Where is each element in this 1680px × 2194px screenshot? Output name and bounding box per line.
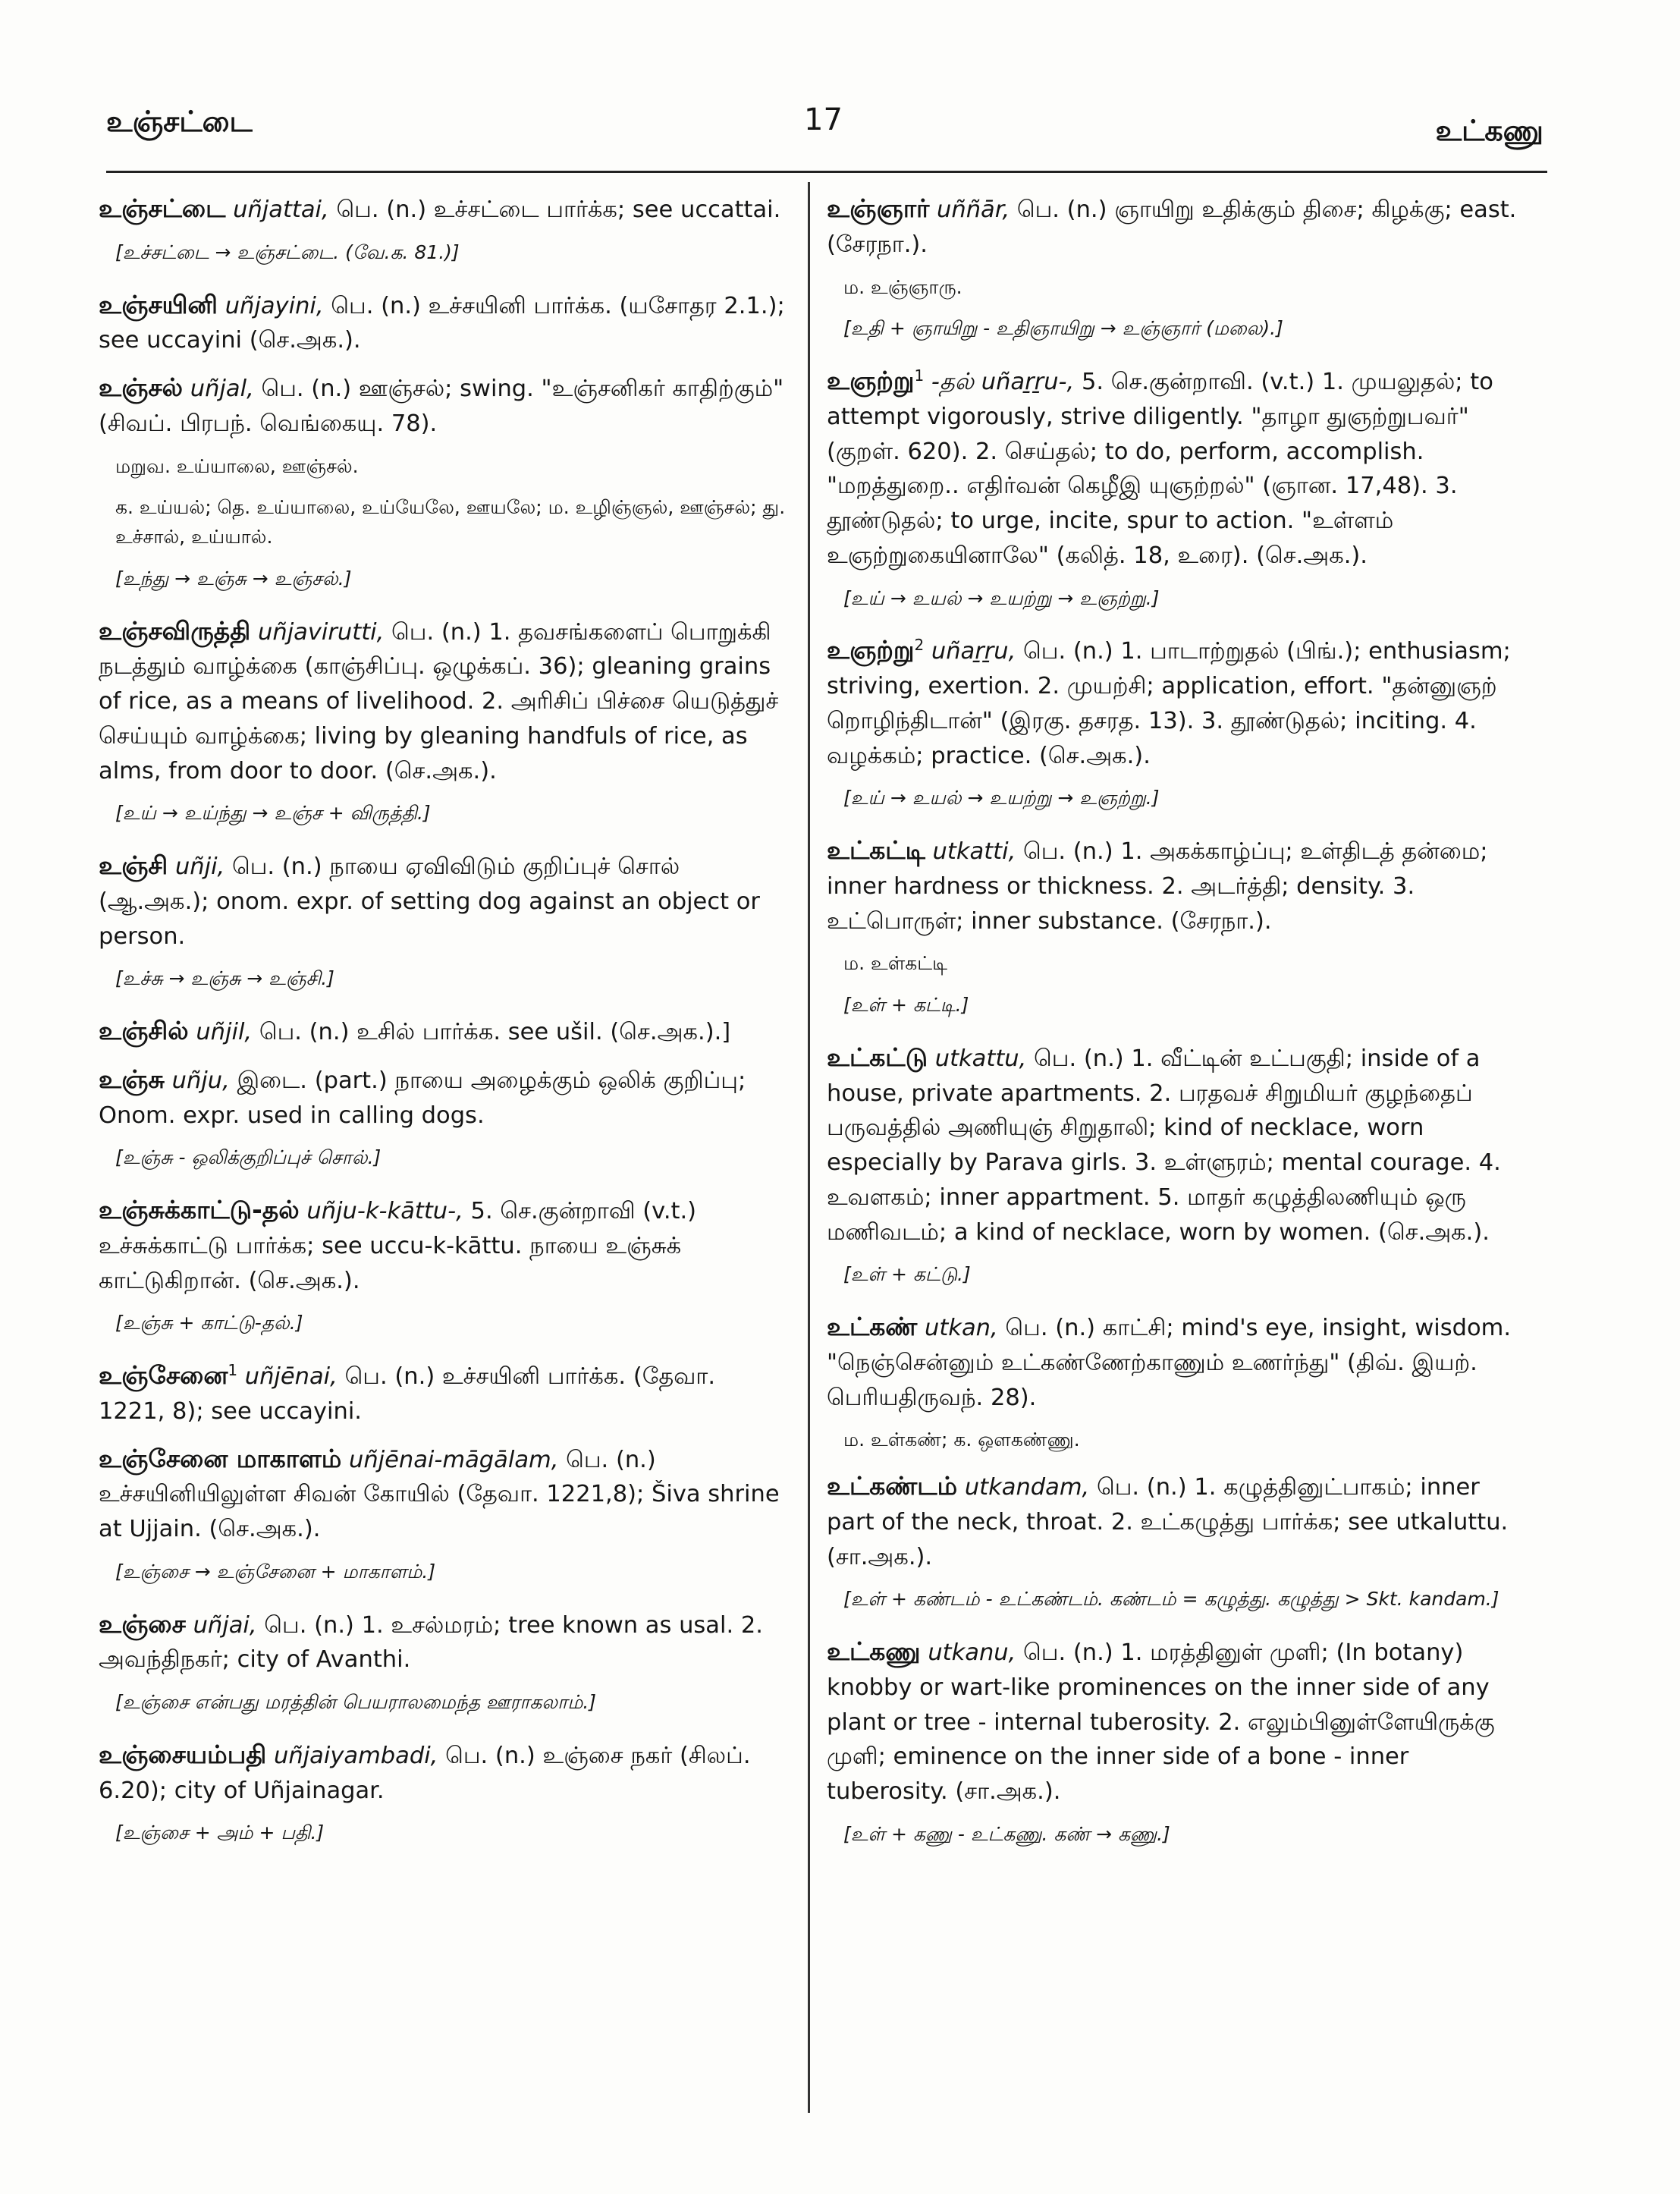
page-number: 17 <box>804 102 843 137</box>
definition: பெ. (n.) உச்சயினி பார்க்க. (யசோதர 2.1.); see uccayini (செ.அக.). <box>99 292 785 354</box>
left-column <box>99 190 789 1866</box>
dictionary-entry <box>99 1356 789 1429</box>
homonym-number: 1 <box>228 1360 238 1379</box>
headword: உஞ்சயினி <box>99 289 218 319</box>
dictionary-entry <box>827 631 1532 773</box>
definition: பெ. (n.) உஞ்சை நகர் (சிலப். 6.20); city of Uñjainagar. <box>99 1742 751 1804</box>
dictionary-entry <box>99 1061 789 1133</box>
transliteration: uñjattai, <box>233 196 329 223</box>
etymology-note: [உச்சு → உஞ்சு → உஞ்சி.] <box>115 967 334 990</box>
definition: பெ. (n.) 1. வீட்டின் உட்பகுதி; inside of a house, private apartments. 2. பரதவச் சிறுமியர் குழந்தைப் பருவத்தில் அணியுஞ் சிறுதாலி; kind of necklace, worn especially by Parava girls. 3. உள்ளுரம்; mental courage. 4. உவளகம்; inner appartment. 5. மாதர் கழுத்திலணியும் ஒரு மணிவடம்; a kind of necklace, worn by women. (செ.அக.). <box>827 1045 1501 1246</box>
transliteration: uññār, <box>937 196 1010 223</box>
etymology-note: [உதி + ஞாயிறு - உதிஞாயிறு → உஞ்ஞார் (மலை).] <box>843 317 1283 340</box>
headword: உஞ்சு <box>99 1064 165 1094</box>
transliteration: uñji, <box>174 853 225 880</box>
transliteration: utkandam, <box>964 1474 1090 1501</box>
etymology-note: [உஞ்சை → உஞ்சேனை + மாகாளம்.] <box>115 1560 436 1583</box>
cognates-note: ம. உஞ்ஞாரு. <box>843 275 962 298</box>
dictionary-entry <box>827 1039 1532 1250</box>
definition: பெ. (n.) உச்சயினி பார்க்க. (தேவா. 1221, 8); see uccayini. <box>99 1363 716 1425</box>
headword: உஞ்சவிருத்தி <box>99 615 251 646</box>
definition: இடை. (part.) நாயை அழைக்கும் ஒலிக் குறிப்பு; Onom. expr. used in calling dogs. <box>99 1067 746 1129</box>
definition: 5. செ.குன்றாவி (v.t.) உச்சுக்காட்டு பார்க்க; see uccu-k-kāttu. நாயை உஞ்சுக் காட்டுகிறான். (செ.அக.). <box>99 1198 697 1294</box>
transliteration: utkattu, <box>934 1045 1027 1072</box>
definition: பெ. (n.) ஞாயிறு உதிக்கும் திசை; கிழக்கு; east. (சேரநா.). <box>827 196 1517 258</box>
headword: உட்கட்டி <box>827 835 925 865</box>
dictionary-entry <box>99 369 789 442</box>
dictionary-entry <box>99 1012 789 1050</box>
definition: பெ. (n.) காட்சி; mind's eye, insight, wisdom. "நெஞ்சென்னும் உட்கண்ணேற்காணும் உணர்ந்து" (திவ். இயற். பெரியதிருவந். 28). <box>827 1315 1512 1411</box>
etymology-note: [உள் + கட்டு.] <box>843 1263 971 1286</box>
headword: உஞற்று <box>827 366 915 395</box>
dictionary-entry <box>827 1308 1532 1415</box>
dictionary-entry <box>827 1633 1532 1809</box>
definition: பெ. (n.) உச்சட்டை பார்க்க; see uccattai. <box>336 196 781 223</box>
dictionary-entry <box>99 847 789 954</box>
definition: பெ. (n.) 1. மரத்தினுள் முளி; (In botany) knobby or wart-like prominences on the inner side of any plant or tree - internal tuberosity. 2. எலும்பினுள்ளேயிருக்கு முளி; eminence on the inner side of a bone - inner tuberosity. (சா.அக.). <box>827 1639 1495 1805</box>
definition: பெ. (n.) 1. உசல்மரம்; tree known as usal. 2. அவந்திநகர்; city of Avanthi. <box>99 1611 763 1674</box>
headword: உட்கண் <box>827 1312 918 1341</box>
headword: உஞ்சி <box>99 850 168 880</box>
page-header <box>0 0 1680 182</box>
headword: உட்கட்டு <box>827 1042 928 1072</box>
dictionary-entry <box>99 612 789 789</box>
headword: உஞ்சுக்காட்டு-தல் <box>99 1195 300 1224</box>
transliteration: uñjayini, <box>225 292 324 319</box>
transliteration: uñjaiyambadi, <box>274 1742 438 1769</box>
dictionary-entry <box>99 190 789 228</box>
headword: உஞ்சையம்பதி <box>99 1739 267 1769</box>
transliteration: uñjai, <box>193 1611 257 1639</box>
guide-word-left: உஞ்சட்டை <box>106 105 253 138</box>
definition: பெ. (n.) 1. அகக்காழ்ப்பு; உள்திடத் தன்மை; inner hardness or thickness. 2. அடர்த்தி; density. 3. உட்பொருள்; inner substance. (சேரநா.). <box>827 838 1488 935</box>
dictionary-entry <box>99 1440 789 1547</box>
cognates-note: மறுவ. உய்யாலை, ஊஞ்சல். <box>115 454 359 477</box>
dictionary-entry <box>827 190 1532 262</box>
guide-word-right: உட்கணு <box>1435 114 1543 147</box>
etymology-note: [உள் + கண்டம் - உட்கண்டம். கண்டம் = கழுத்து. கழுத்து > Skt. kandam.] <box>843 1588 1499 1611</box>
headword: உஞற்று <box>827 635 915 665</box>
right-column <box>827 190 1532 1868</box>
dictionary-entry <box>99 286 789 359</box>
etymology-note: [உஞ்சை + அம் + பதி.] <box>115 1822 325 1844</box>
etymology-note: [உய் → உயல் → உயற்று → உஞற்று.] <box>843 586 1160 609</box>
headword: உஞ்சில் <box>99 1016 189 1045</box>
etymology-note: [உய் → உயல் → உயற்று → உஞற்று.] <box>843 787 1160 809</box>
definition: பெ. (n.) ஊஞ்சல்; swing. "உஞ்சனிகர் காதிற்கும்" (சிவப். பிரபந். வெங்கையு. 78). <box>99 376 784 437</box>
headword: உஞ்ஞார் <box>827 193 930 223</box>
dictionary-entry <box>99 1736 789 1809</box>
definition: பெ. (n.) 1. கழுத்தினுட்பாகம்; inner part of the neck, throat. 2. உட்கழுத்து பார்க்க; see utkaluttu. (சா.அக.). <box>827 1474 1509 1570</box>
definition: பெ. (n.) 1. தவசங்களைப் பொறுக்கி நடத்தும் வாழ்க்கை (காஞ்சிப்பு. ஒழுக்கப். 36); gleaning grains of rice, as a means of livelihood. 2. அரிசிப் பிச்சை யெடுத்துச் செய்யும் வாழ்க்கை; living by gleaning handfuls of rice, as alms, from door to door. (செ.அக.). <box>99 618 779 784</box>
headword: உட்கண்டம் <box>827 1471 958 1501</box>
headword: உஞ்சேனை மாகாளம் <box>99 1443 342 1473</box>
headword: உஞ்சை <box>99 1608 186 1639</box>
transliteration: uñaṟṟu, <box>931 638 1016 665</box>
transliteration: uñjal, <box>190 376 254 402</box>
definition: பெ. (n.) உச்சயினியிலுள்ள சிவன் கோயில் (தேவா. 1221,8); Šiva shrine at Ujjain. (செ.அக.). <box>99 1446 780 1542</box>
etymology-note: [உள் + கட்டி.] <box>843 994 969 1016</box>
transliteration: uñjēnai-māgālam, <box>349 1446 559 1473</box>
definition: 5. செ.குன்றாவி. (v.t.) 1. முயலுதல்; to attempt vigorously, strive diligently. "தாழா துஞற்றுபவர்" (குறள். 620). 2. செய்தல்; to do, perform, accomplish. "மறத்துறை.. எதிர்வன் கெழீஇ யுஞற்றல்" (ஞான. 17,48). 3. தூண்டுதல்; to urge, incite, spur to action. "உள்ளம் உஞற்றுகையினாலே" (கலித். 18, உரை). (செ.அக.). <box>827 369 1493 569</box>
definition: பெ. (n.) உசில் பார்க்க. see ušil. (செ.அக.).] <box>259 1019 731 1045</box>
headword: உஞ்சேனை <box>99 1360 228 1390</box>
homonym-number: 2 <box>914 636 925 655</box>
etymology-note: [உஞ்சு + காட்டு-தல்.] <box>115 1312 303 1334</box>
headword: உட்கணு <box>827 1636 921 1666</box>
transliteration: uñju-k-kāttu-, <box>306 1198 463 1224</box>
transliteration: uñjil, <box>196 1019 253 1045</box>
transliteration: uñjavirutti, <box>258 618 385 646</box>
etymology-note: [உஞ்சு - ஒலிக்குறிப்புச் சொல்.] <box>115 1146 382 1169</box>
headword: உஞ்சட்டை <box>99 193 226 223</box>
dictionary-entry <box>99 1605 789 1678</box>
column-divider <box>808 182 810 2113</box>
cognates-note: க. உய்யல்; தெ. உய்யாலை, உய்யேலே, ஊயலே; ம. உழிஞ்ஞல், ஊஞ்சல்; து. உச்சால், உய்யால். <box>115 496 786 548</box>
dictionary-entry <box>827 362 1532 574</box>
etymology-note: [உஞ்சை என்பது மரத்தின் பெயராலமைந்த ஊராகலாம்.] <box>115 1691 597 1713</box>
etymology-note: [உய் → உய்ந்து → உஞ்ச + விருத்தி.] <box>115 802 431 825</box>
dictionary-entry <box>827 1467 1532 1574</box>
definition: பெ. (n.) நாயை ஏவிவிடும் குறிப்புச் சொல் (ஆ.அக.); onom. expr. of setting dog against an object or person. <box>99 853 760 950</box>
header-rule <box>106 171 1547 173</box>
dictionary-entry <box>99 1191 789 1298</box>
cognates-note: ம. உள்கட்டி <box>843 952 948 975</box>
transliteration: -தல் uñaṟṟu-, <box>931 369 1075 395</box>
transliteration: utkatti, <box>932 838 1016 865</box>
etymology-note: [உள் + கணு - உட்கணு. கண் → கணு.] <box>843 1822 1170 1845</box>
etymology-note: [உந்து → உஞ்சு → உஞ்சல்.] <box>115 567 352 589</box>
dictionary-entry <box>827 831 1532 938</box>
cognates-note: ம. உள்கண்; க. ஒளகண்ணு. <box>843 1429 1080 1451</box>
transliteration: utkan, <box>925 1315 998 1341</box>
definition: பெ. (n.) 1. பாடாற்றுதல் (பிங்.); enthusiasm; striving, exertion. 2. முயற்சி; application, effort. "தன்னுஞற் றொழிந்திடான்" (இரகு. தசரத. 13). 3. தூண்டுதல்; inciting. 4. வழக்கம்; practice. (செ.அக.). <box>827 638 1511 769</box>
transliteration: utkanu, <box>928 1639 1016 1666</box>
etymology-note: [உச்சட்டை → உஞ்சட்டை. (வே.க. 81.)] <box>115 240 460 263</box>
transliteration: uñju, <box>171 1067 230 1094</box>
homonym-number: 1 <box>914 366 925 385</box>
headword: உஞ்சல் <box>99 372 184 402</box>
transliteration: uñjēnai, <box>244 1363 338 1390</box>
